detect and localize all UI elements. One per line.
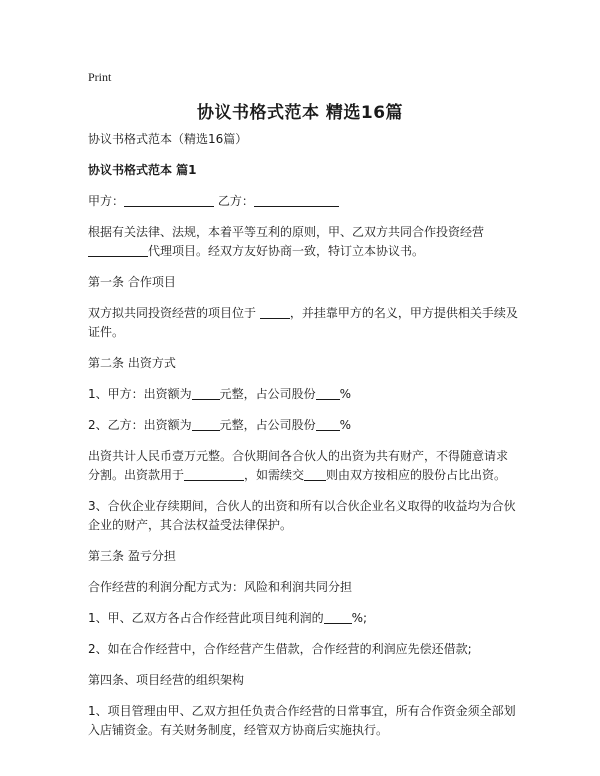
clause-a-text-2: 元整，占公司股份: [219, 387, 316, 401]
clause-a-text-1: 1、甲方：出资额为: [88, 387, 192, 401]
article3-heading: 第三条 盈亏分担: [88, 549, 176, 563]
profit1-blank: [324, 610, 352, 624]
intro-text-1: 根据有关法律、法规，本着平等互利的原则，甲、乙双方共同合作投资经营: [88, 225, 485, 239]
party-a-blank: [124, 193, 214, 207]
page-title: 协议书格式范本 精选16篇: [196, 103, 404, 123]
clause-b-text-2: 元整，占公司股份: [219, 418, 316, 432]
party-b-blank: [254, 193, 339, 207]
clause-b: [88, 416, 518, 435]
profit-clause-2: 2、如在合作经营中，合作经营产生借款，合作经营的利润应先偿还借款;: [88, 642, 472, 656]
total-renew-blank: [304, 467, 326, 481]
party-a-label: 甲方：: [88, 194, 125, 208]
party-b-label: 乙方：: [217, 194, 254, 208]
document-subtitle: 协议书格式范本（精选16篇）: [88, 132, 248, 146]
total-text-1: 出资共计人民币壹万元整。合伙期间各合伙人的出资为共有财产，不得随意请求分割。出资款用于: [88, 449, 509, 482]
article1-text-2: ，并挂靠甲方的名义，甲方提供相关手续及证件。: [88, 306, 518, 339]
article1-text-1: 双方拟共同投资经营的项目位于: [88, 306, 257, 320]
article1-heading: 第一条 合作项目: [88, 275, 176, 289]
clause-a-amount-blank: [192, 386, 220, 400]
intro-blank: [88, 243, 148, 257]
section-heading: 协议书格式范本 篇1: [88, 163, 197, 177]
profit-method: 合作经营的利润分配方式为：风险和利润共同分担: [88, 580, 353, 594]
parties-line: [88, 192, 518, 211]
document-body: [88, 130, 518, 752]
profit1-text-2: %;: [351, 611, 368, 625]
clause-a-share-blank: [316, 386, 340, 400]
profit-clause-1: [88, 609, 518, 628]
article1-paragraph: [88, 304, 518, 342]
article4-heading: 第四条、项目经营的组织架构: [88, 673, 245, 687]
clause-a-text-3: %: [339, 387, 352, 401]
print-link[interactable]: Print: [88, 70, 112, 84]
article1-blank: [260, 305, 290, 319]
total-text-3: 则由双方按相应的股份占比出资。: [326, 468, 507, 482]
total-text-2: ，如需续交: [244, 468, 305, 482]
clause-3: 3、合伙企业存续期间，合伙人的出资和所有以合伙企业名义取得的收益均为合伙企业的财产，其合法权益受法律保护。: [88, 499, 516, 532]
article2-heading: 第二条 出资方式: [88, 356, 176, 370]
clause-b-share-blank: [316, 417, 340, 431]
total-paragraph: [88, 447, 518, 485]
total-use-blank: [184, 467, 244, 481]
intro-text-2: 代理项目。经双方友好协商一致，特订立本协议书。: [148, 244, 425, 258]
intro-paragraph: [88, 223, 518, 261]
clause-a: [88, 385, 518, 404]
clause-b-amount-blank: [192, 417, 220, 431]
profit1-text-1: 1、甲、乙双方各占合作经营此项目纯利润的: [88, 611, 324, 625]
org-clause-1: 1、项目管理由甲、乙双方担任负责合作经营的日常事宜，所有合作资金须全部划入店铺资金。有关财务制度，经管双方协商后实施执行。: [88, 704, 516, 737]
clause-b-text-3: %: [339, 418, 352, 432]
clause-b-text-1: 2、乙方：出资额为: [88, 418, 192, 432]
